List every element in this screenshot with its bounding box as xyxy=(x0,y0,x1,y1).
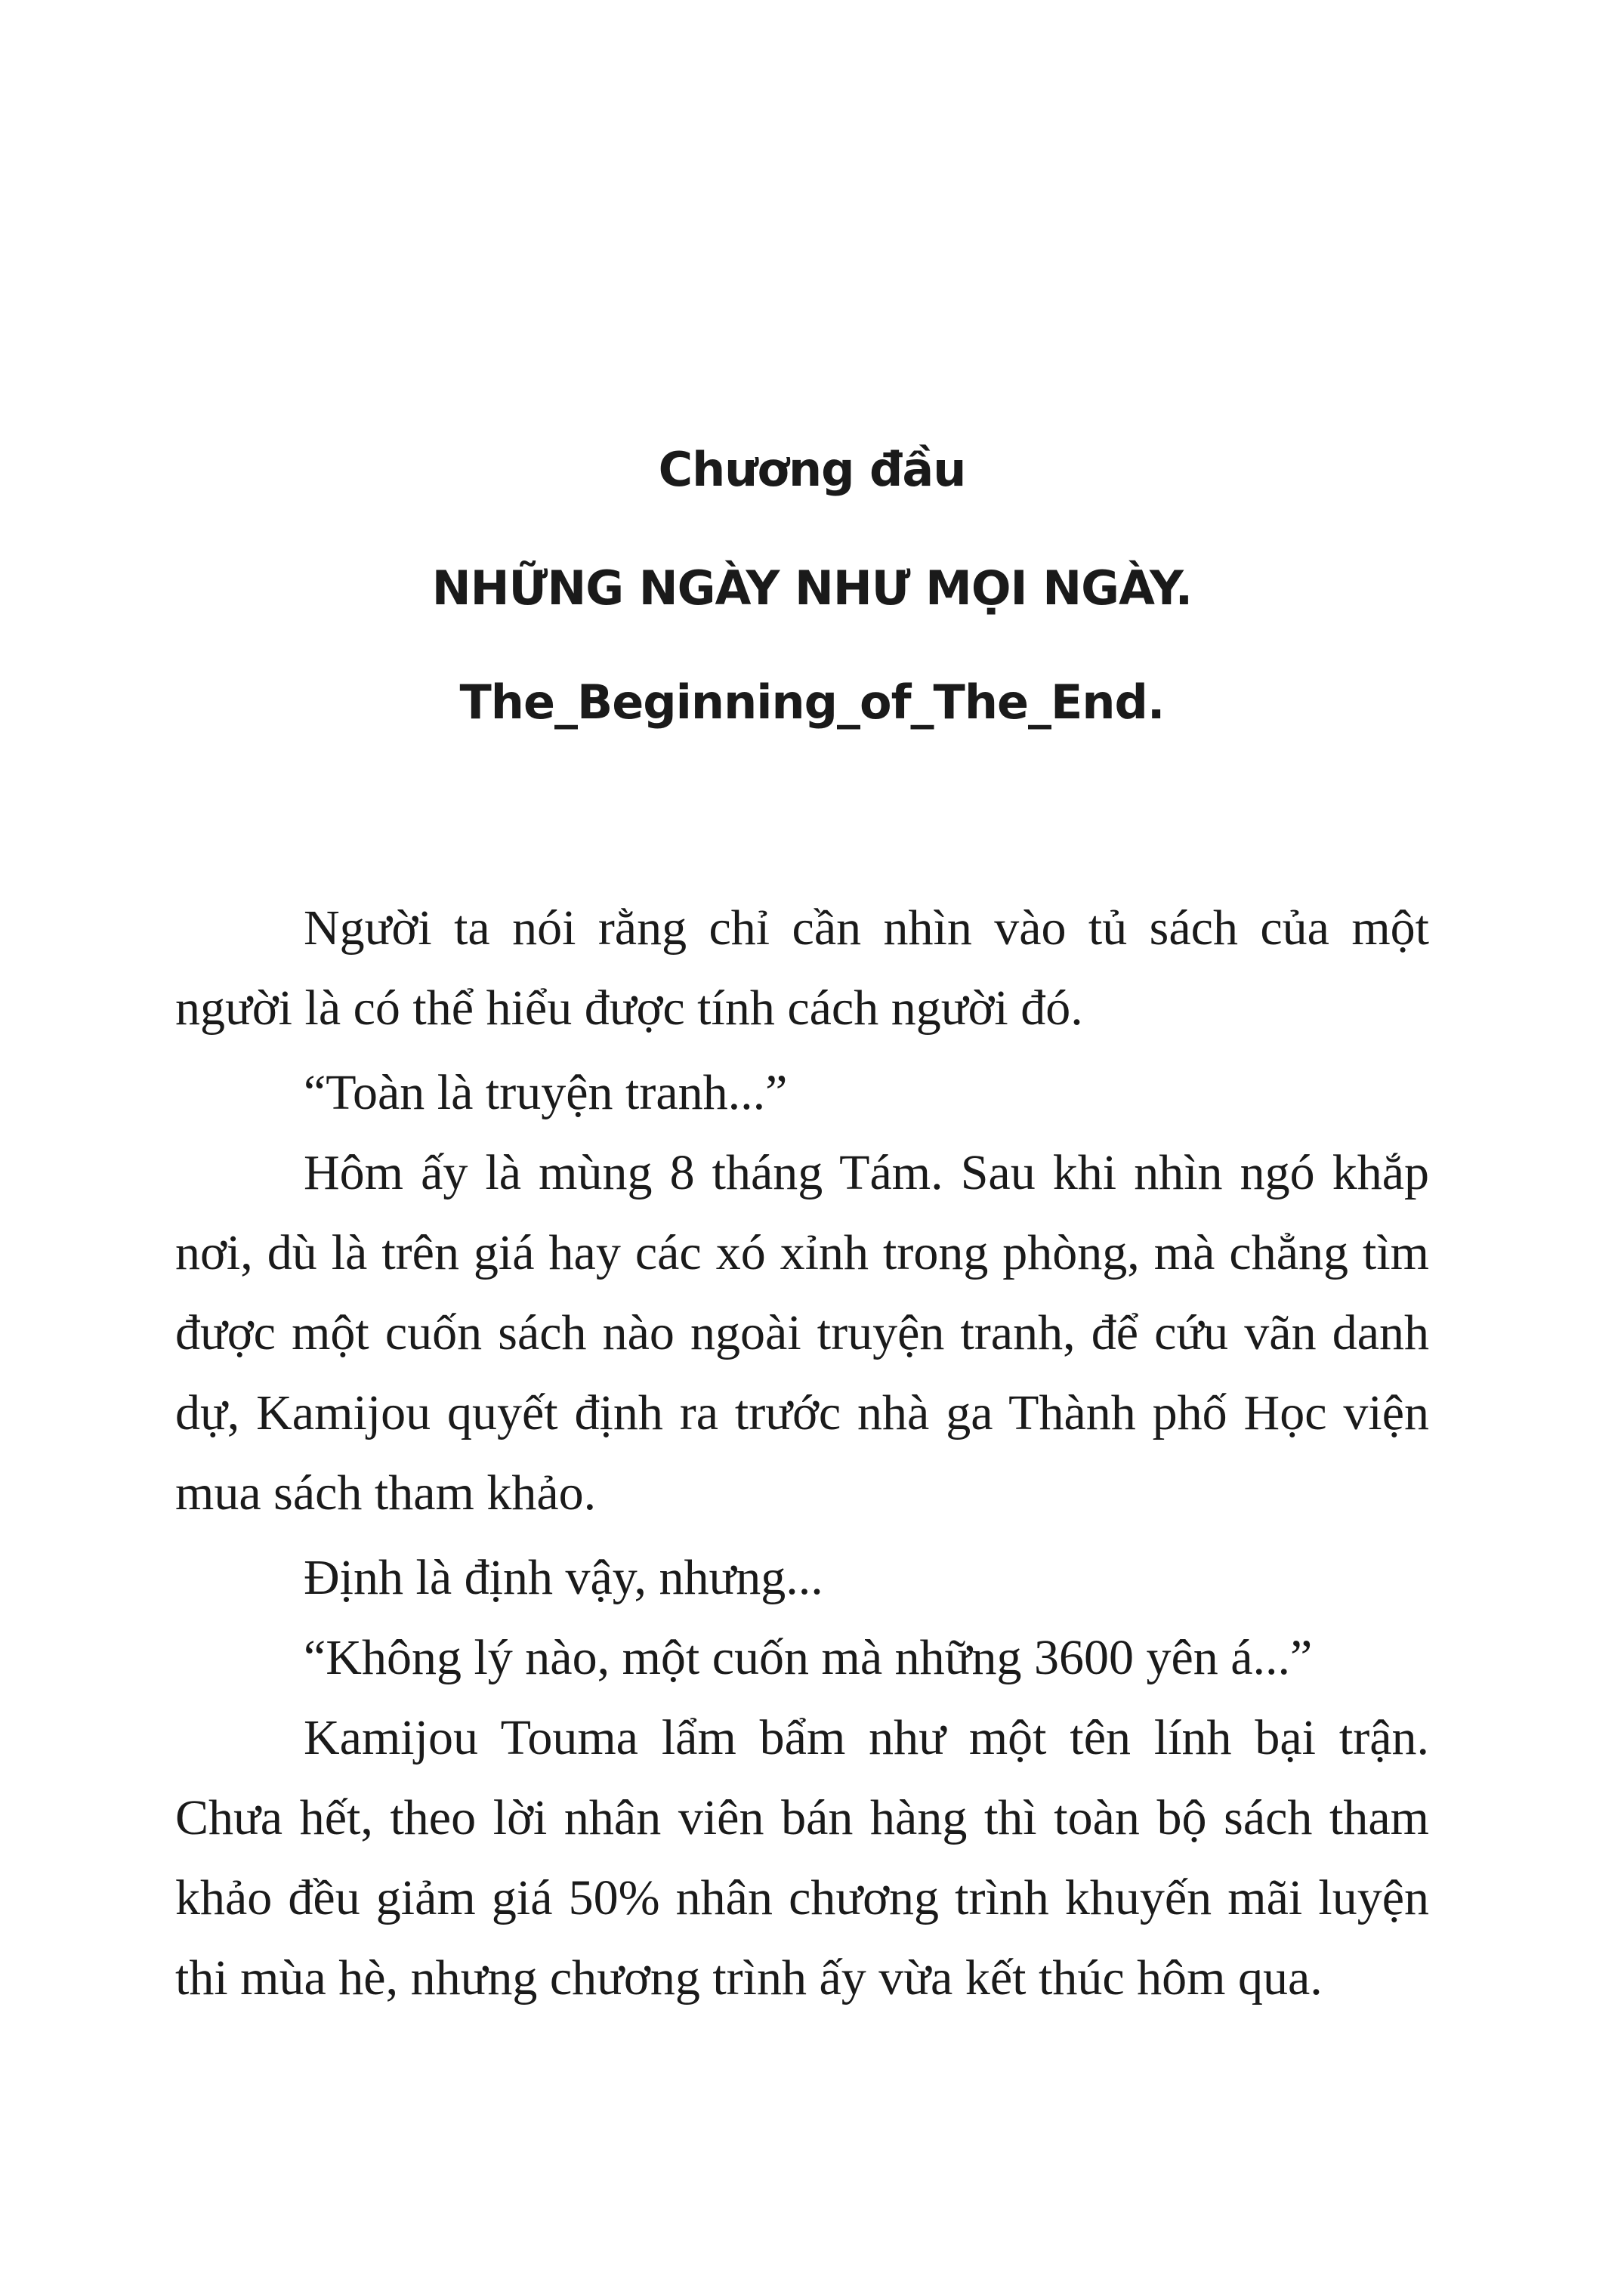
dialogue-paragraph: “Toàn là truyện tranh...” xyxy=(304,1065,788,1120)
chapter-title: NHỮNG NGÀY NHƯ MỌI NGÀY. xyxy=(431,560,1193,616)
chapter-subtitle: The_Beginning_of_The_End. xyxy=(459,675,1165,730)
paragraph: Người ta nói rằng chỉ cần nhìn vào tủ sách của một người là có thể hiểu được tính cách người đó. xyxy=(175,900,1429,1036)
chapter-label: Chương đầu xyxy=(658,442,966,497)
paragraph: Định là định vậy, nhưng... xyxy=(304,1550,823,1605)
dialogue-paragraph: “Không lý nào, một cuốn mà những 3600 yên á...” xyxy=(304,1630,1313,1685)
paragraph: Hôm ấy là mùng 8 tháng Tám. Sau khi nhìn ngó khắp nơi, dù là trên giá hay các xó xỉnh trong phòng, mà chẳng tìm được một cuốn sách nào ngoài truyện tranh, để cứu vãn danh dự, Kamijou quyết định ra trước nhà ga Thành phố Học viện mua sách tham khảo. xyxy=(175,1145,1429,1521)
chapter-body xyxy=(175,888,1429,2023)
paragraph: Kamijou Touma lẩm bẩm như một tên lính bại trận. Chưa hết, theo lời nhân viên bán hàng thì toàn bộ sách tham khảo đều giảm giá 50% nhân chương trình khuyến mãi luyện thi mùa hè, nhưng chương trình ấy vừa kết thúc hôm qua. xyxy=(175,1710,1429,2005)
